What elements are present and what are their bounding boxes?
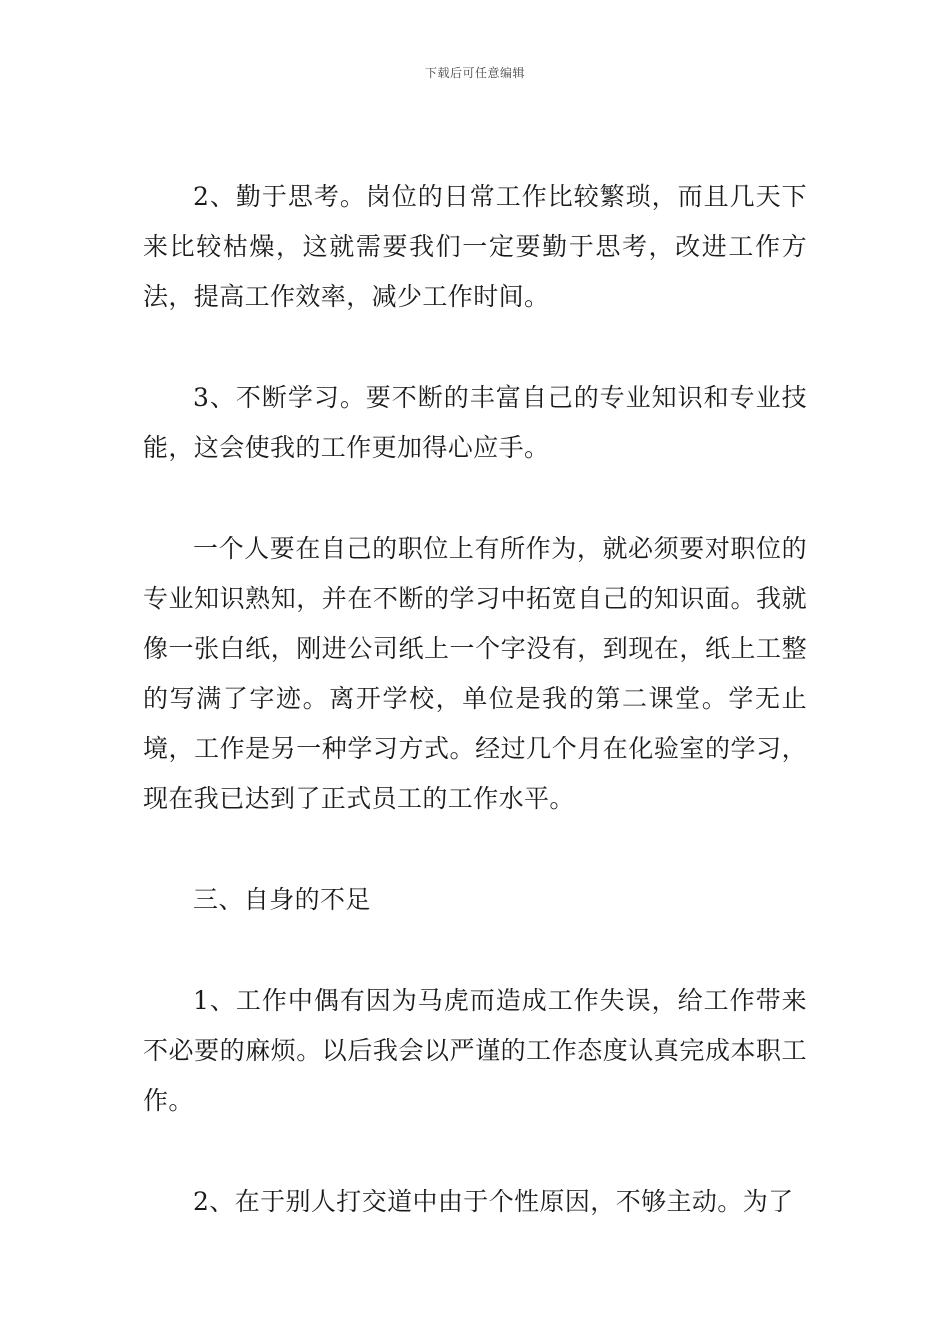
paragraph-shortcoming-carelessness: 1、工作中偶有因为马虎而造成工作失误，给工作带来不必要的麻烦。以后我会以严谨的工作态度认真完成本职工作。	[143, 986, 807, 1115]
document-body	[143, 172, 807, 1278]
paragraph-think-diligently: 2、勤于思考。岗位的日常工作比较繁琐，而且几天下来比较枯燥，这就需要我们一定要勤于思考，改进工作方法，提高工作效率，减少工作时间。	[143, 182, 807, 311]
paragraph-shortcoming-communication: 2、在于别人打交道中由于个性原因，不够主动。为了	[193, 1187, 794, 1216]
paragraph-professional-knowledge: 一个人要在自己的职位上有所作为，就必须要对职位的专业知识熟知，并在不断的学习中拓宽自己的知识面。我就像一张白纸，刚进公司纸上一个字没有，到现在，纸上工整的写满了字迹。离开学校，单位是我的第二课堂。学无止境，工作是另一种学习方式。经过几个月在化验室的学习，现在我已达到了正式员工的工作水平。	[143, 534, 807, 813]
section-heading-shortcomings: 三、自身的不足	[193, 885, 371, 914]
paragraph-keep-learning: 3、不断学习。要不断的丰富自己的专业知识和专业技能，这会使我的工作更加得心应手。	[143, 383, 807, 462]
page-header: 下载后可任意编辑	[424, 66, 525, 80]
